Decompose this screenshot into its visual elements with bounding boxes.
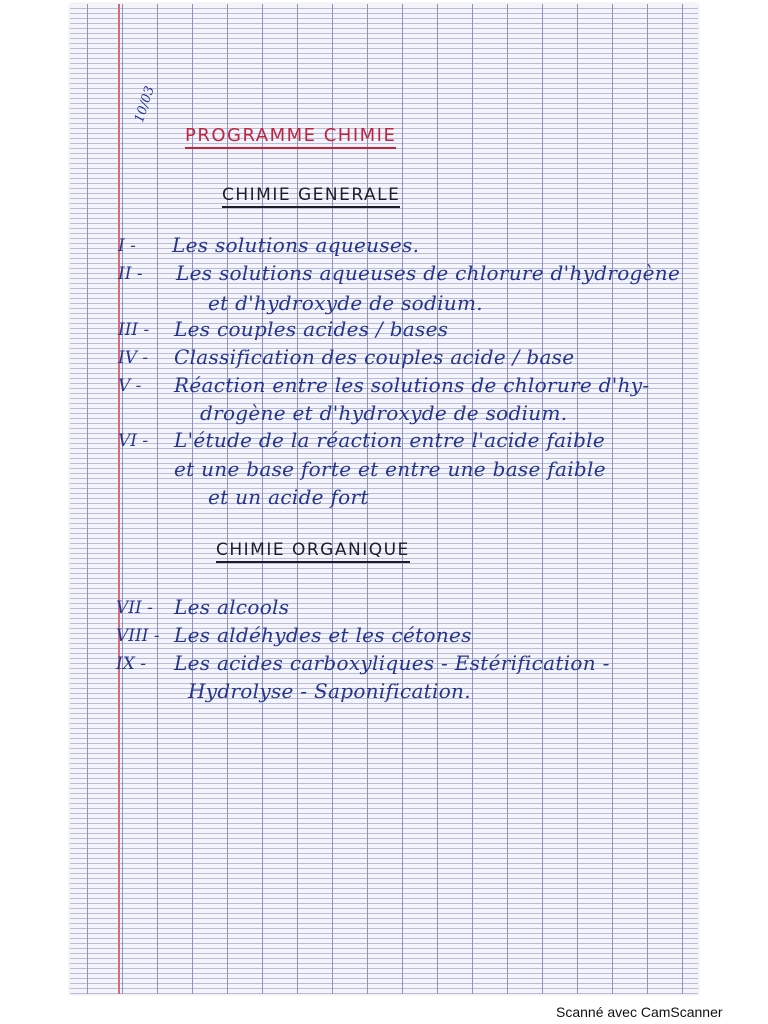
item-text: Hydrolyse - Saponification. (188, 679, 471, 703)
item-text: Réaction entre les solutions de chlorure d'hy- (174, 373, 650, 397)
item-text: et d'hydroxyde de sodium. (208, 291, 483, 315)
item-number: IV - (118, 348, 149, 368)
item-text: Les solutions aqueuses de chlorure d'hydrogène (176, 261, 681, 285)
item-text: L'étude de la réaction entre l'acide faible (174, 428, 606, 452)
item-number: II - (118, 264, 143, 284)
page-date: 10/03 (132, 84, 158, 125)
item-text: Les solutions aqueuses. (172, 233, 420, 257)
item-text: Les couples acides / bases (174, 317, 449, 341)
item-text: Les aldéhydes et les cétones (174, 623, 472, 647)
item-number: IX - (116, 654, 146, 674)
margin-rule (118, 4, 120, 994)
item-text: Les acides carboxyliques - Estérification - (174, 651, 610, 675)
item-text: Les alcools (174, 595, 290, 619)
item-number: VIII - (116, 626, 160, 646)
item-text: Classification des couples acide / base (174, 345, 575, 369)
item-number: III - (118, 320, 150, 340)
item-number: I - (118, 236, 136, 256)
item-number: VII - (116, 598, 153, 618)
scanner-watermark: Scanné avec CamScanner (556, 1004, 723, 1020)
item-text: et un acide fort (208, 485, 369, 509)
item-number: VI - (118, 431, 149, 451)
notebook-page (70, 4, 698, 994)
item-text: drogène et d'hydroxyde de sodium. (200, 401, 568, 425)
section-heading-chimie-organique: CHIMIE ORGANIQUE (216, 540, 410, 563)
section-heading-chimie-generale: CHIMIE GENERALE (222, 185, 400, 208)
item-number: V - (118, 376, 142, 396)
page-title: PROGRAMME CHIMIE (185, 125, 396, 149)
item-text: et une base forte et entre une base faible (174, 457, 606, 481)
